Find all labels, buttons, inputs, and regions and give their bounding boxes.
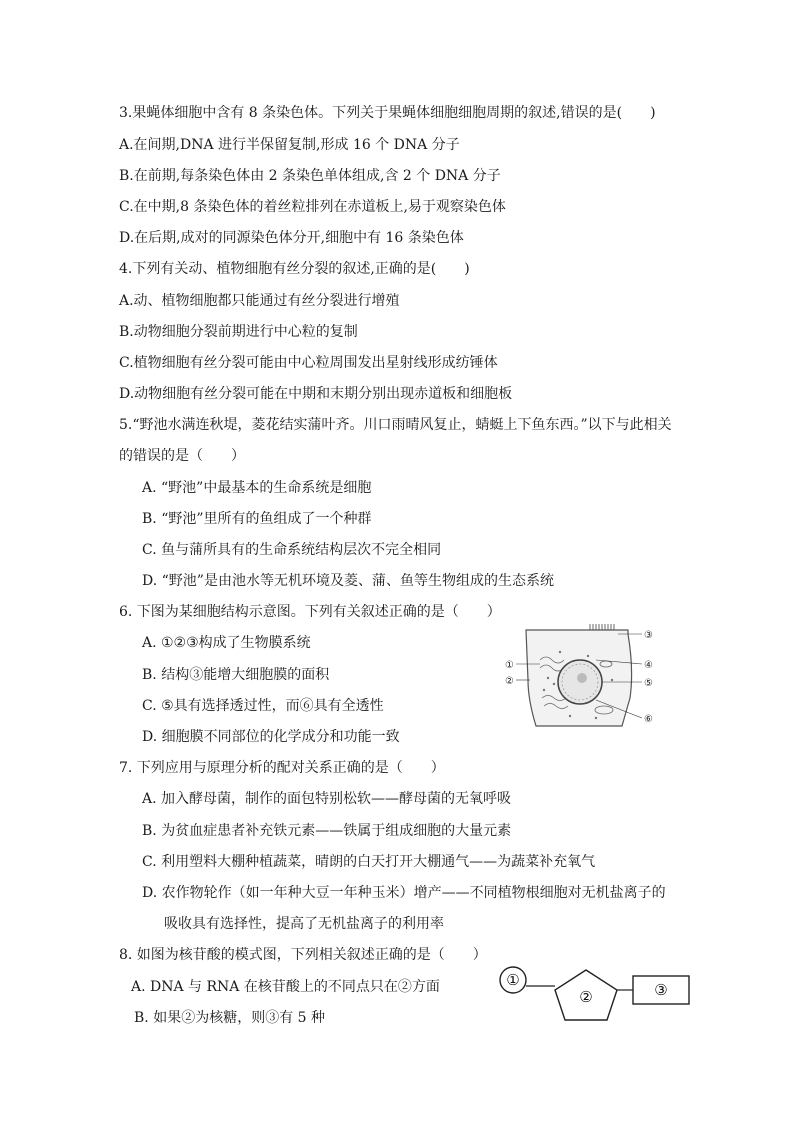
figure-label-3: ③ <box>644 630 653 641</box>
q8-option-b: B. 如果②为核糖，则③有 5 种 <box>134 1010 325 1026</box>
q4-option-b: B.动物细胞分裂前期进行中心粒的复制 <box>119 324 358 340</box>
q8-option-a: A. DNA 与 RNA 在核苷酸上的不同点只在②方面 <box>131 979 440 995</box>
figure-label-6: ⑥ <box>644 714 653 725</box>
cell-structure-diagram <box>500 620 660 732</box>
q5-option-c: C. 鱼与蒲所具有的生命系统结构层次不完全相同 <box>142 542 442 558</box>
q4-option-c: C.植物细胞有丝分裂可能由中心粒周围发出星射线形成纺锤体 <box>119 355 498 371</box>
q4-stem: 4.下列有关动、植物细胞有丝分裂的叙述,正确的是( ) <box>119 261 470 277</box>
q5-option-b: B. “野池”里所有的鱼组成了一个种群 <box>142 511 372 527</box>
q6-option-b: B. 结构③能增大细胞膜的面积 <box>142 667 330 683</box>
q3-stem: 3.果蝇体细胞中含有 8 条染色体。下列关于果蝇体细胞细胞周期的叙述,错误的是( ) <box>119 105 656 121</box>
q7-option-b: B. 为贫血症患者补充铁元素——铁属于组成细胞的大量元素 <box>142 823 512 839</box>
q6-option-c: C. ⑤具有选择透过性，而⑥具有全透性 <box>142 698 384 714</box>
q6-stem: 6. 下图为某细胞结构示意图。下列有关叙述正确的是（ ） <box>119 604 501 620</box>
q6-option-d: D. 细胞膜不同部位的化学成分和功能一致 <box>142 729 400 745</box>
q4-option-a: A.动、植物细胞都只能通过有丝分裂进行增殖 <box>119 293 400 309</box>
q3-option-c: C.在中期,8 条染色体的着丝粒排列在赤道板上,易于观察染色体 <box>119 199 506 215</box>
figure-label-2: ② <box>505 676 514 687</box>
q3-option-a: A.在间期,DNA 进行半保留复制,形成 16 个 DNA 分子 <box>119 137 460 153</box>
q5-stem-line2: 的错误的是（ ） <box>119 448 245 464</box>
nucleotide-diagram <box>495 962 695 1024</box>
microvilli <box>590 624 614 630</box>
q5-stem-line1: 5.“野池水满连秋堤，菱花结实蒲叶齐。川口雨晴风复止，蜻蜓上下鱼东西。”以下与此相关 <box>119 417 672 433</box>
nucleotide-label-2: ② <box>579 988 593 1006</box>
q7-option-d-line2: 吸收具有选择性，提高了无机盐离子的利用率 <box>164 916 444 932</box>
q8-stem: 8. 如图为核苷酸的模式图，下列相关叙述正确的是（ ） <box>119 947 487 963</box>
q7-option-d: D. 农作物轮作（如一年种大豆一年种玉米）增产——不同植物根细胞对无机盐离子的 <box>142 885 666 901</box>
q3-option-b: B.在前期,每条染色体由 2 条染色单体组成,含 2 个 DNA 分子 <box>119 168 501 184</box>
figure-label-4: ④ <box>644 660 653 671</box>
q6-option-a: A. ①②③构成了生物膜系统 <box>142 635 311 651</box>
nucleotide-label-1: ① <box>506 971 520 989</box>
q5-option-d: D. “野池”是由池水等无机环境及菱、蒲、鱼等生物组成的生态系统 <box>142 573 554 589</box>
figure-label-5: ⑤ <box>644 678 653 689</box>
q5-option-a: A. “野池”中最基本的生命系统是细胞 <box>142 480 372 496</box>
figure-label-1: ① <box>505 660 514 671</box>
q7-option-c: C. 利用塑料大棚种植蔬菜，晴朗的白天打开大棚通气——为蔬菜补充氧气 <box>142 854 596 870</box>
q4-option-d: D.动物细胞有丝分裂可能在中期和末期分别出现赤道板和细胞板 <box>119 386 513 402</box>
q7-option-a: A. 加入酵母菌，制作的面包特别松软——酵母菌的无氧呼吸 <box>142 791 512 807</box>
nucleotide-label-3: ③ <box>654 981 668 999</box>
q3-option-d: D.在后期,成对的同源染色体分开,细胞中有 16 条染色体 <box>119 230 464 246</box>
q7-stem: 7. 下列应用与原理分析的配对关系正确的是（ ） <box>119 760 445 776</box>
